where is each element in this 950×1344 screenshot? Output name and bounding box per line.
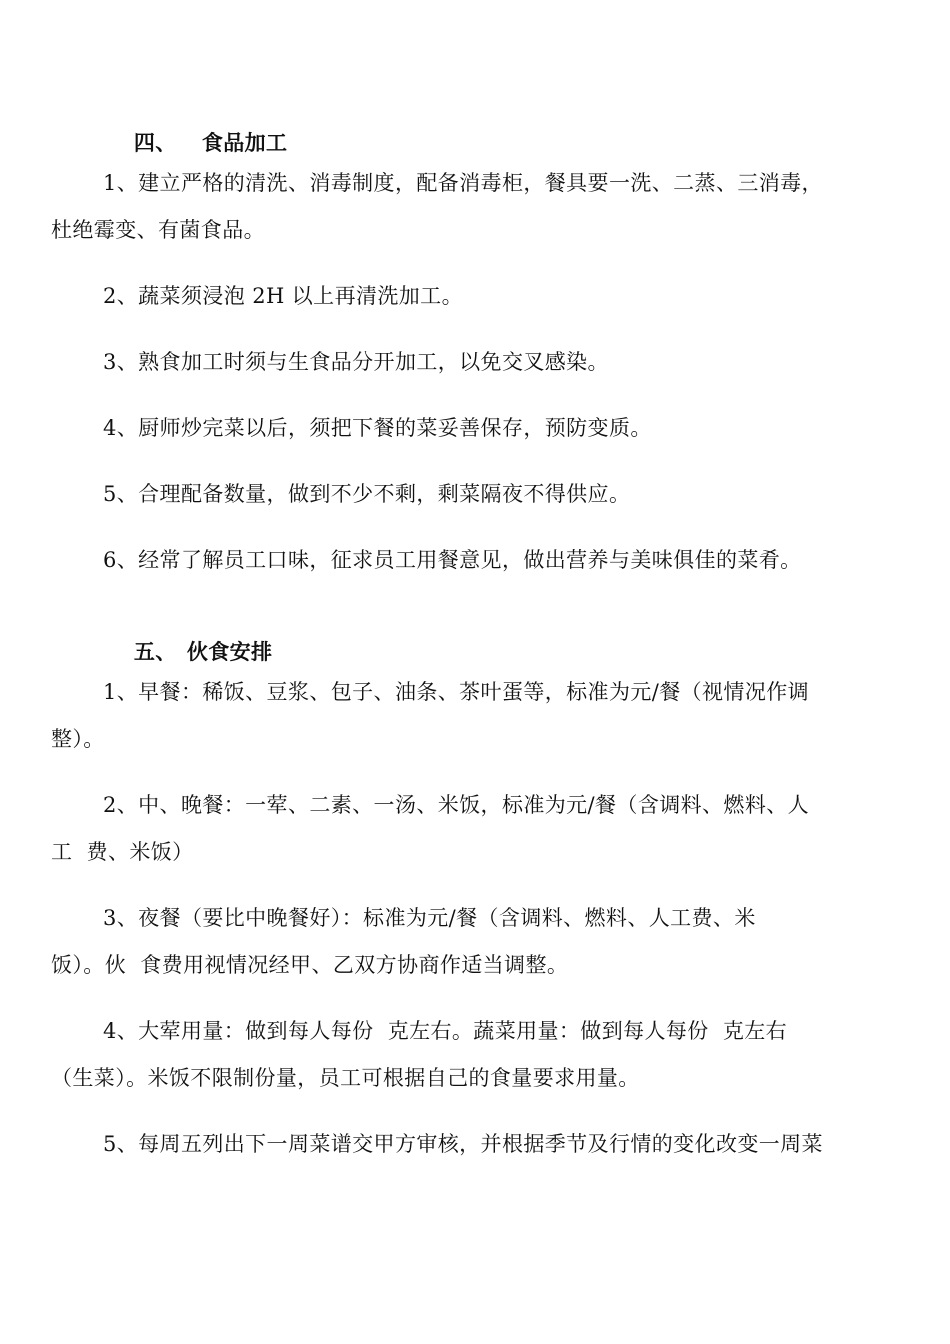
section-title: 食品加工 <box>201 131 288 155</box>
paragraph-line: 5、每周五列出下一周菜谱交甲方审核，并根据季节及行情的变化改变一周菜 <box>103 1132 823 1156</box>
paragraph-line: 4、大荤用量：做到每人每份 克左右。蔬菜用量：做到每人每份 克左右 <box>103 1019 788 1043</box>
paragraph-line: （生菜）。米饭不限制份量，员工可根据自己的食量要求用量。 <box>51 1066 640 1090</box>
paragraph-line: 饭）。伙 食费用视情况经甲、乙双方协商作适当调整。 <box>51 953 569 977</box>
paragraph-line: 杜绝霉变、有菌食品。 <box>51 218 265 242</box>
section-number: 四、 <box>133 131 177 155</box>
paragraph-line: 2、中、晚餐：一荤、二素、一汤、米饭，标准为元/餐（含调料、燃料、人 <box>103 793 810 817</box>
paragraph-line: 6、经常了解员工口味，征求员工用餐意见，做出营养与美味俱佳的菜肴。 <box>103 548 802 572</box>
paragraph-line: 整）。 <box>51 727 105 751</box>
paragraph-line: 3、熟食加工时须与生食品分开加工，以免交叉感染。 <box>103 350 609 374</box>
paragraph-line: 1、早餐：稀饭、豆浆、包子、油条、茶叶蛋等，标准为元/餐（视情况作调 <box>103 680 810 704</box>
section-title: 伙食安排 <box>186 640 273 664</box>
paragraph-line: 5、合理配备数量，做到不少不剩，剩菜隔夜不得供应。 <box>103 482 631 506</box>
paragraph-line: 3、夜餐（要比中晚餐好）：标准为元/餐（含调料、燃料、人工费、米 <box>103 906 756 930</box>
paragraph-line: 1、建立严格的清洗、消毒制度，配备消毒柜，餐具要一洗、二蒸、三消毒， <box>103 171 823 195</box>
paragraph-line: 4、厨师炒完菜以后，须把下餐的菜妥善保存，预防变质。 <box>103 416 652 440</box>
section-number: 五、 <box>133 640 177 664</box>
paragraph-line: 工 费、米饭） <box>51 840 194 864</box>
paragraph-line: 2、蔬菜须浸泡 2H 以上再清洗加工。 <box>103 284 463 308</box>
